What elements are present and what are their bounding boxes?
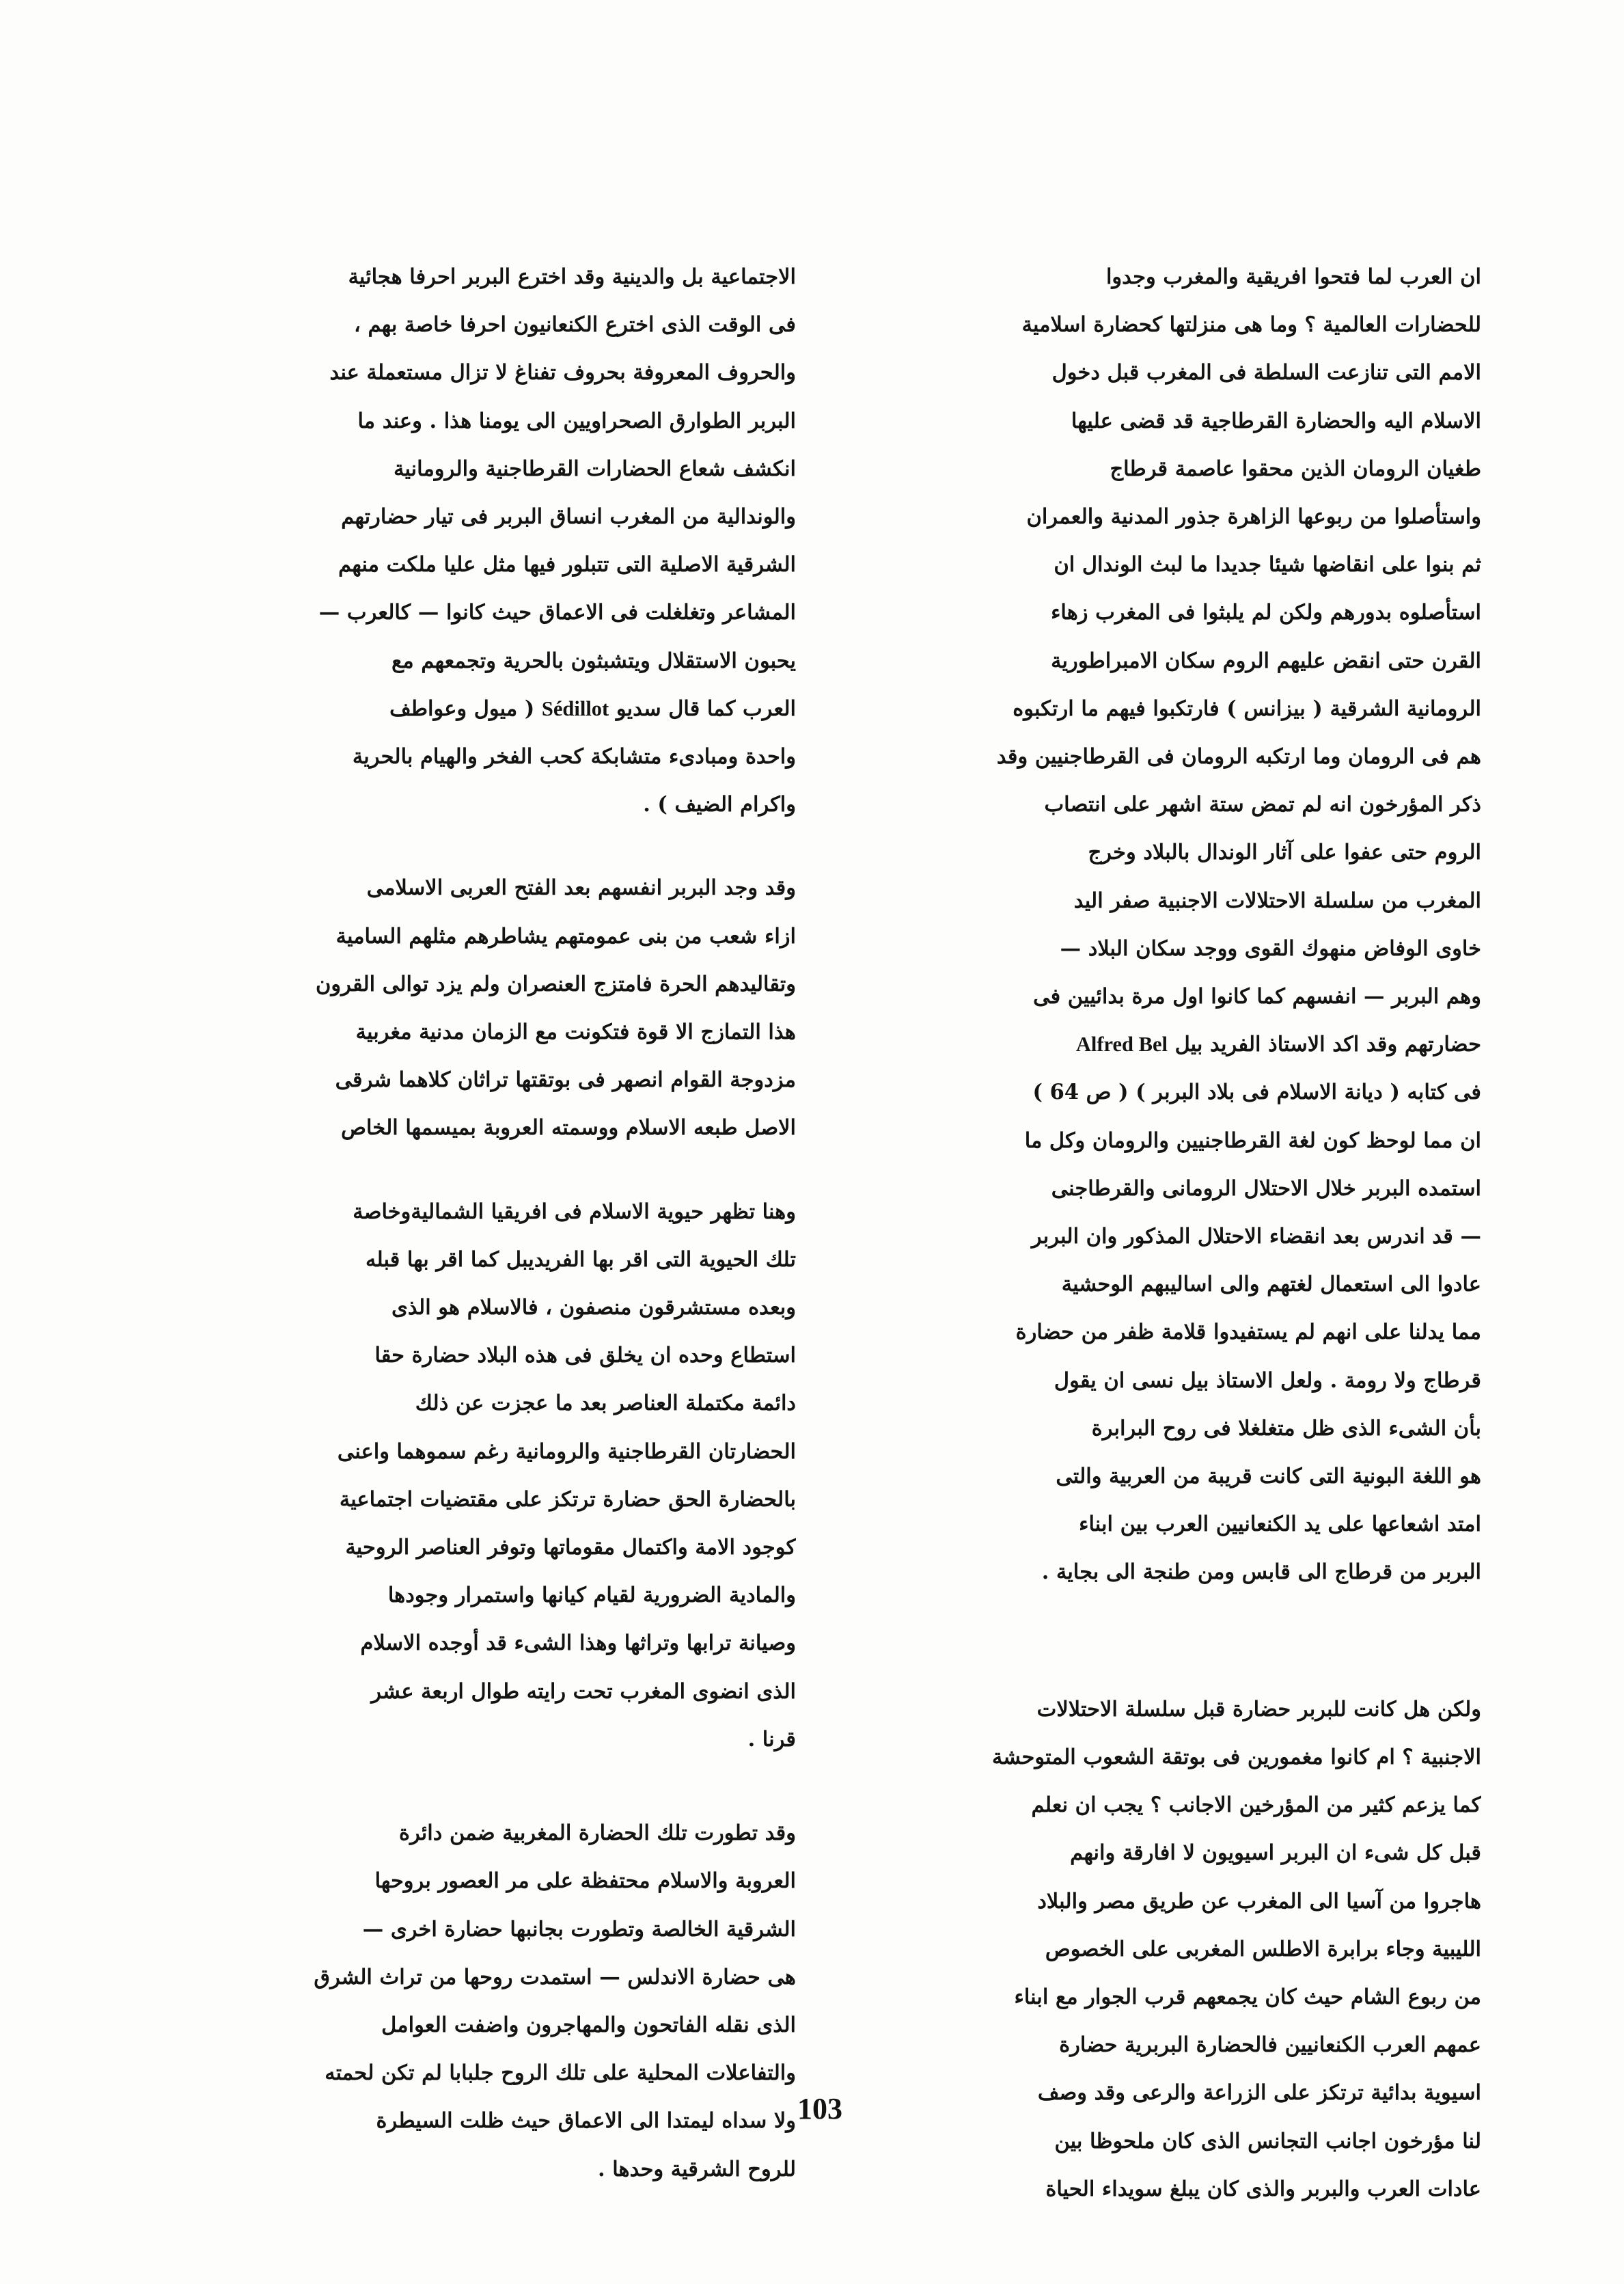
sedillot-name-latin: Sédillot: [541, 696, 609, 720]
paragraph-spacer: [846, 1596, 1481, 1685]
text-line: [846, 1020, 1481, 1068]
text-line: هى حضارة الاندلس — استمدت روحها من تراث الشرق: [314, 1964, 796, 1989]
text-line: الحضارتان القرطاجنية والرومانية رغم سموهما واعنى: [337, 1439, 796, 1464]
text-line: والتفاعلات المحلية على تلك الروح جلبابا لم تكن لحمته: [325, 2061, 796, 2086]
text-line: الاصل طبعه الاسلام ووسمته العروبة بميسمها الخاص: [341, 1115, 796, 1141]
text-line: من ربوع الشام حيث كان يجمعهم قرب الجوار مع ابناء: [1014, 1984, 1481, 2009]
text-line: مزدوجة القوام انصهر فى بوتقتها تراثان كلاهما شرقى: [335, 1068, 796, 1093]
text-line: هاجروا من آسيا الى المغرب عن طريق مصر والبلاد: [1037, 1888, 1481, 1914]
text-segment: العرب كما قال سديو: [609, 696, 796, 721]
text-line: المشاعر وتغلغلت فى الاعماق حيث كانوا — كالعرب —: [318, 600, 796, 625]
text-line: بالحضارة الحق حضارة ترتكز على مقتضيات اجتماعية: [339, 1486, 796, 1512]
text-line: الروم حتى عفوا على آثار الوندال بالبلاد وخرج: [1088, 840, 1481, 865]
paragraph: [147, 1809, 796, 2193]
text-line: قرطاج ولا رومة . ولعل الاستاذ بيل نسى ان يقول: [1054, 1368, 1481, 1393]
text-line: القرن حتى انقض عليهم الروم سكان الامبراطورية: [1051, 648, 1481, 673]
text-line: استأصلوه بدورهم ولكن لم يلبثوا فى المغرب زهاء: [1051, 600, 1481, 625]
text-line: دائمة مكتملة العناصر بعد ما عجزت عن ذلك: [415, 1391, 796, 1416]
text-line: قبل كل شىء ان البربر اسيويون لا افارقة وانهم: [1070, 1840, 1481, 1866]
text-line: والحروف المعروفة بحروف تفناغ لا تزال مستعملة عند: [329, 360, 796, 385]
text-line: عمهم العرب الكنعانيين فالحضارة البربرية حضارة: [1059, 2033, 1481, 2058]
text-line: بأن الشىء الذى ظل متغلغلا فى روح البرابرة: [1091, 1415, 1481, 1441]
paragraph-spacer: [147, 828, 796, 864]
text-line: الذى نقله الفاتحون والمهاجرون واضفت العوامل: [381, 2012, 796, 2037]
text-line: تلك الحيوية التى اقر بها الفريديبل كما اقر بها قبله: [366, 1247, 796, 1272]
text-line: فى الوقت الذى اخترع الكنعانيون احرفا خاصة بهم ،: [354, 312, 796, 338]
text-line: البربر الطوارق الصحراويين الى يومنا هذا . وعند ما: [357, 408, 796, 433]
text-line: عادات العرب والبربر والذى كان يبلغ سويداء الحياة: [1045, 2176, 1481, 2201]
text-line: لنا مؤرخون اجانب التجانس الذى كان ملحوظا بين: [1054, 2128, 1481, 2153]
text-line: اسيوية بدائية ترتكز على الزراعة والرعى وقد وصف: [1037, 2080, 1481, 2106]
text-line: المغرب من سلسلة الاحتلالات الاجنبية صفر اليد: [1073, 888, 1481, 913]
text-line: هم فى الرومان وما ارتكبه الرومان فى القرطاجنيين وقد: [996, 744, 1481, 770]
text-segment: حضارتهم وقد اكد الاستاذ الفريد بيل: [1167, 1032, 1481, 1057]
text-line: واكرام الضيف ) .: [643, 792, 796, 817]
text-line: — قد اندرس بعد انقضاء الاحتلال المذكور وان البربر: [1031, 1224, 1481, 1249]
text-line: وبعده مستشرقون منصفون ، فالاسلام هو الذى: [391, 1295, 796, 1320]
author-name-latin: Alfred Bel: [1075, 1033, 1168, 1057]
text-line: الليبية وجاء برابرة الاطلس المغربى على الخصوص: [1045, 1936, 1481, 1961]
text-line: الاجتماعية بل والدينية وقد اخترع البربر احرفا هجائية: [348, 264, 796, 289]
text-line: والمادية الضرورية لقيام كيانها واستمرار وجودها: [387, 1583, 796, 1608]
text-line: الاسلام اليه والحضارة القرطاجية قد قضى عليها: [1071, 408, 1481, 433]
text-line: وتقاليدهم الحرة فامتزج العنصران ولم يزد توالى القرون: [316, 971, 796, 996]
text-line: انكشف شعاع الحضارات القرطاجنية والرومانية: [394, 456, 796, 481]
text-line: البربر من قرطاج الى قابس ومن طنجة الى بجاية .: [1041, 1560, 1481, 1585]
text-line: هذا التمازج الا قوة فتكونت مع الزمان مدنية مغربية: [355, 1020, 796, 1045]
text-line: قرنا .: [747, 1726, 796, 1752]
text-line: ازاء شعب من بنى عمومتهم يشاطرهم مثلهم السامية: [335, 923, 796, 949]
text-line: واستأصلوا من ربوعها الزاهرة جذور المدنية والعمران: [1026, 504, 1481, 530]
text-line: خاوى الوفاض منهوك القوى ووجد سكان البلاد —: [1060, 936, 1481, 961]
text-line: وهم البربر — انفسهم كما كانوا اول مرة بدائيين فى: [1033, 984, 1481, 1009]
paragraph: [846, 253, 1481, 1596]
text-line: الاجنبية ؟ ام كانوا مغمورين فى بوتقة الشعوب المتوحشة: [991, 1744, 1481, 1769]
text-line: وهنا تظهر حيوية الاسلام فى افريقيا الشماليةوخاصة: [353, 1199, 796, 1224]
text-line: يحبون الاستقلال ويتشبثون بالحرية وتجمعهم مع: [391, 648, 796, 673]
paragraph: [846, 1685, 1481, 2213]
text-line: ولا سداه ليمتدا الى الاعماق حيث ظلت السيطرة: [376, 2108, 796, 2134]
text-line: ان مما لوحظ كون لغة القرطاجنيين والرومان وكل ما: [1024, 1128, 1481, 1153]
paragraph-spacer: [147, 1152, 796, 1188]
text-line: كوجود الامة واكتمال مقوماتها وتوفر العناصر الروحية: [345, 1535, 796, 1560]
text-line: واحدة ومبادىء متشابكة كحب الفخر والهيام بالحرية: [352, 744, 796, 770]
text-line: العروبة والاسلام محتفظة على مر العصور بروحها: [374, 1868, 796, 1894]
text-line: عادوا الى استعمال لغتهم والى اساليبهم الوحشية: [1061, 1272, 1481, 1297]
text-line: ذكر المؤرخون انه لم تمض ستة اشهر على انتصاب: [1044, 792, 1481, 817]
text-line: وقد وجد البربر انفسهم بعد الفتح العربى الاسلامى: [366, 875, 796, 901]
text-line: فى كتابه ( ديانة الاسلام فى بلاد البربر ) ( ص 64 ): [1032, 1080, 1481, 1105]
text-line: وصيانة ترابها وتراثها وهذا الشىء قد أوجده الاسلام: [360, 1631, 796, 1656]
text-line: الامم التى تنازعت السلطة فى المغرب قبل دخول: [1051, 360, 1481, 385]
text-line: وقد تطورت تلك الحضارة المغربية ضمن دائرة: [398, 1821, 796, 1846]
paragraph: [147, 1188, 796, 1763]
text-line: طغيان الرومان الذين محقوا عاصمة قرطاج: [1110, 456, 1481, 481]
text-line: والوندالية من المغرب انساق البربر فى تيار حضارتهم: [341, 504, 796, 530]
text-line: الشرقية الخالصة وتطورت بجانبها حضارة اخرى —: [362, 1916, 796, 1942]
text-line: استمده البربر خلال الاحتلال الرومانى والقرطاجنى: [1051, 1175, 1481, 1201]
text-line: كما يزعم كثير من المؤرخين الاجانب ؟ يجب ان نعلم: [1031, 1793, 1481, 1818]
left-column: [147, 253, 796, 2193]
text-line: ان العرب لما فتحوا افريقية والمغرب وجدوا: [1105, 264, 1481, 289]
page-number: 103: [797, 2092, 842, 2125]
right-column: [846, 253, 1481, 2213]
text-line: [147, 685, 796, 733]
paragraph-spacer: [147, 1763, 796, 1809]
paragraph: [147, 864, 796, 1152]
text-line: ولكن هل كانت للبربر حضارة قبل سلسلة الاحتلالات: [1036, 1696, 1481, 1722]
text-line: امتد اشعاعها على يد الكنعانيين العرب بين ابناء: [1079, 1512, 1481, 1537]
text-line: هو اللغة البونية التى كانت قريبة من العربية والتى: [1056, 1464, 1481, 1489]
text-segment: ( ميول وعواطف: [389, 696, 535, 721]
text-line: ثم بنوا على انقاضها شيئا جديدا ما لبث الوندال ان: [1054, 552, 1481, 577]
text-line: الشرقية الاصلية التى تتبلور فيها مثل عليا ملكت منهم: [338, 552, 796, 577]
text-line: للروح الشرقية وحدها .: [597, 2156, 796, 2181]
text-line: الرومانية الشرقية ( بيزانس ) فارتكبوا فيهم ما ارتكبوه: [1013, 696, 1481, 721]
paragraph: [147, 253, 796, 828]
text-line: مما يدلنا على انهم لم يستفيدوا قلامة ظفر من حضارة: [1015, 1320, 1481, 1345]
text-line: استطاع وحده ان يخلق فى هذه البلاد حضارة حقا: [374, 1343, 796, 1368]
text-line: الذى انضوى المغرب تحت رايته طوال اربعة عشر: [371, 1678, 796, 1704]
text-line: للحضارات العالمية ؟ وما هى منزلتها كحضارة اسلامية: [1021, 312, 1481, 338]
